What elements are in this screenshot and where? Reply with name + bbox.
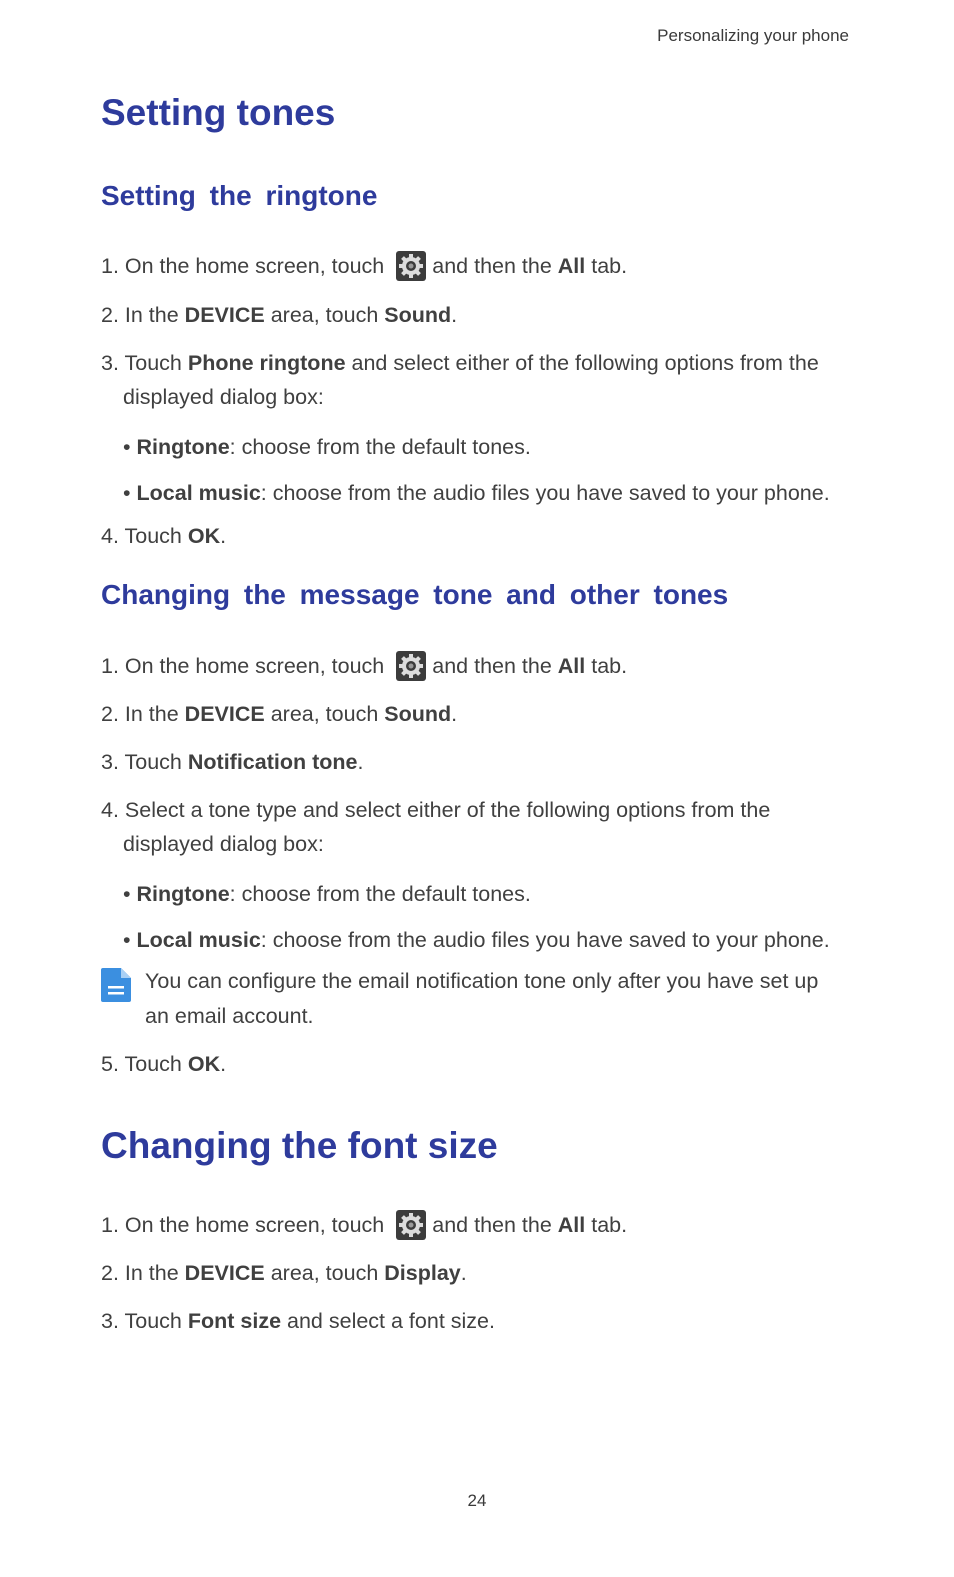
section-title-setting-tones: Setting tones: [101, 92, 336, 133]
bullet-ringtone: • Ringtone: choose from the default tones.: [123, 882, 531, 906]
settings-gear-icon: [396, 651, 426, 681]
bullet-local-music: • Local music: choose from the audio files you have saved to your phone.: [123, 928, 830, 952]
step-2-ringtone: 2. In the DEVICE area, touch Sound.: [101, 303, 458, 327]
step-2-font-size: 2. In the DEVICE area, touch Display.: [101, 1261, 467, 1285]
step-3-ringtone: 3. Touch Phone ringtone and select either of the following options from the: [101, 351, 819, 375]
step-3-font-size: 3. Touch Font size and select a font size.: [101, 1309, 495, 1333]
page-number: 24: [467, 1491, 487, 1510]
bullet-local-music: • Local music: choose from the audio files you have saved to your phone.: [123, 481, 830, 505]
settings-gear-icon: [396, 1210, 426, 1240]
step-1-ringtone: 1. On the home screen, touch and then the All tab.: [101, 249, 627, 283]
note-text-line-2: an email account.: [145, 1004, 314, 1028]
step-5-message-tone: 5. Touch OK.: [101, 1052, 227, 1076]
settings-gear-icon: [396, 251, 426, 281]
step-4-message-tone: 4. Select a tone type and select either of the following options from the: [101, 798, 771, 822]
subsection-title-message-tone: Changing the message tone and other tones: [101, 579, 729, 610]
step-3-ringtone-continuation: displayed dialog box:: [123, 385, 324, 409]
note-text-line-1: You can configure the email notification tone only after you have set up: [145, 969, 819, 993]
step-1-font-size: 1. On the home screen, touch and then the All tab.: [101, 1208, 627, 1242]
note-icon: [101, 968, 131, 1002]
step-2-message-tone: 2. In the DEVICE area, touch Sound.: [101, 702, 458, 726]
step-1-message-tone: 1. On the home screen, touch and then the All tab.: [101, 649, 627, 683]
step-4-ringtone: 4. Touch OK.: [101, 524, 227, 548]
step-4-message-tone-continuation: displayed dialog box:: [123, 832, 324, 856]
running-header: Personalizing your phone: [657, 26, 849, 45]
section-title-font-size: Changing the font size: [101, 1125, 498, 1166]
step-3-message-tone: 3. Touch Notification tone.: [101, 750, 364, 774]
bullet-ringtone: • Ringtone: choose from the default tones.: [123, 435, 531, 459]
subsection-title-ringtone: Setting the ringtone: [101, 180, 378, 211]
